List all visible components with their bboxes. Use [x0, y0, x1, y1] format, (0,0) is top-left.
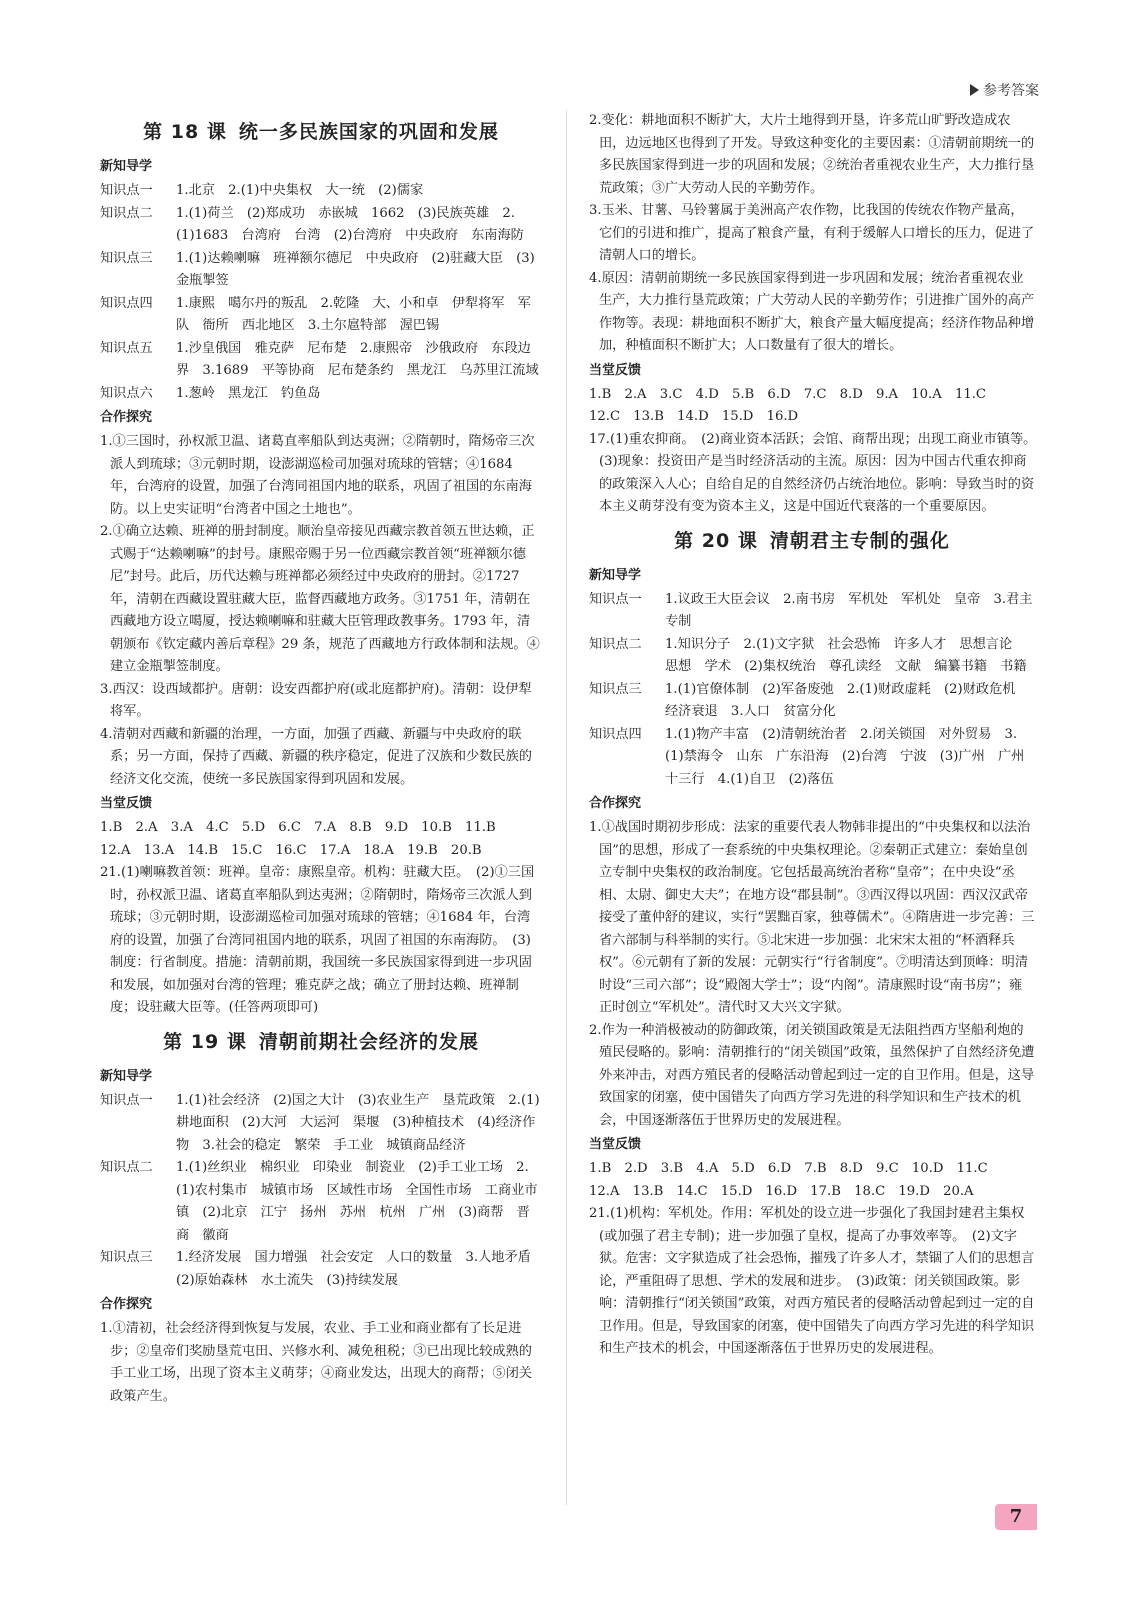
answer-paragraph: 17.(1)重农抑商。 (2)商业资本活跃；会馆、商帮出现；出现工商业市镇等。 (3)现象：投资田产是当时经济活动的主流。原因：因为中国古代重农抑商的政策深入人心；自给自足的自然经济仍占统治地位。影响：导致当时的资本主义萌芽没有变为资本主义，这是中国近代衰落的一个重要原因。	[589, 431, 1043, 514]
knowledge-point: 知识点二 1.(1)丝织业 棉织业 印染业 制瓷业 (2)手工业工场 2.(1)农村集市 城镇市场 区域性市场 全国性市场 工商业市镇 (2)北京 江宁 扬州 苏州 杭州 广州 (3)商帮 晋商 徽商	[100, 1160, 538, 1243]
lesson-19-title: 第 19 课 清朝前期社会经济的发展	[163, 1030, 479, 1053]
section-heading: 合作探究	[100, 410, 153, 425]
section-heading: 合作探究	[100, 1297, 153, 1312]
answer-line: 1.B 2.A 3.A 4.C 5.D 6.C 7.A 8.B 9.D 10.B 11.B	[100, 820, 496, 835]
section-heading: 当堂反馈	[100, 796, 153, 811]
answer-paragraph: 21.(1)机构：军机处。作用：军机处的设立进一步强化了我国封建君主集权(或加强了君主专制)；进一步加强了皇权，提高了办事效率等。 (2)文字狱。危害：文字狱造成了社会恐怖，摧残了许多人才，禁锢了人们的思想言论，严重阻碍了思想、学术的发展和进步。 (3)政策：闭关锁国政策。影响：清朝推行“闭关锁国”政策，对西方殖民者的侵略活动曾起到过一定的自卫作用。但是，导致国家的闭塞，使中国错失了向西方学习先进的科学知识和生产技术的机会，中国逐渐落伍于世界历史的发展进程。	[589, 1206, 1035, 1356]
answer-paragraph: 4.清朝对西藏和新疆的治理，一方面，加强了西藏、新疆与中央政府的联系；另一方面，保持了西藏、新疆的秩序稳定，促进了汉族和少数民族的经济文化交流，使统一多民族国家得到巩固和发展。	[100, 726, 532, 787]
knowledge-point: 知识点三 1.经济发展 国力增强 社会安定 人口的数量 3.人地矛盾 (2)原始森林 水土流失 (3)持续发展	[100, 1250, 545, 1288]
knowledge-point: 知识点三 1.(1)达赖喇嘛 班禅额尔德尼 中央政府 (2)驻藏大臣 (3)金瓶掣签	[100, 250, 535, 288]
section-heading: 当堂反馈	[589, 362, 642, 378]
answer-line: 12.A 13.B 14.C 15.D 16.D 17.B 18.C 19.D 20.A	[589, 1183, 974, 1199]
lesson-20-title: 第 20 课 清朝君主专制的强化	[674, 529, 950, 552]
header-label: 参考答案	[970, 80, 1039, 100]
answer-paragraph: 2.①确立达赖、班禅的册封制度。顺治皇帝接见西藏宗教首领五世达赖，正式赐于“达赖喇嘛”的封号。康熙帝赐于另一位西藏宗教首领“班禅额尔德尼”封号。此后，历代达赖与班禅都必须经过中央政府的册封。②1727 年，清朝在西藏设置驻藏大臣，监督西藏地方政务。③1751 年，清朝在西藏地方设立噶厦，授达赖喇嘛和驻藏大臣管理政教事务。1793 年，清朝颁布《钦定藏内善后章程》29 条，规范了西藏地方行政体制和法规。④建立金瓶掣签制度。	[100, 524, 540, 674]
answer-paragraph: 3.玉米、甘薯、马铃薯属于美洲高产农作物，比我国的传统农作物产量高，它们的引进和推广，提高了粮食产量，有利于缓解人口增长的压力，促进了清朝人口的增长。	[589, 203, 1035, 263]
knowledge-point: 知识点三 1.(1)官僚体制 (2)军备废弛 2.(1)财政虚耗 (2)财政危机 经济衰退 3.人口 贫富分化	[589, 681, 1029, 719]
section-heading: 新知导学	[589, 567, 642, 583]
knowledge-point: 知识点五 1.沙皇俄国 雅克萨 尼布楚 2.康熙帝 沙俄政府 东段边界 3.1689 平等协商 尼布楚条约 黑龙江 乌苏里江流域	[100, 340, 539, 378]
answer-paragraph: 21.(1)喇嘛教首领：班禅。皇帝：康熙皇帝。机构：驻藏大臣。 (2)①三国时，孙权派卫温、诸葛直率船队到达夷洲；②隋朝时，隋炀帝三次派人到琉球；③元朝时期，设澎湖巡检司加强对琉球的管辖；④1684 年，台湾府的设置，加强了台湾同祖国内地的联系，巩固了祖国的东南海防。 (3)制度：行省制度。措施：清朝前期，我国统一多民族国家得到进一步巩固和发展，如加强对台湾的管理；雅克萨之战；确立了册封达赖、班禅制度；设驻藏大臣等。(任答两项即可)	[100, 865, 535, 1015]
page-number: 7	[995, 1504, 1037, 1530]
left-column	[100, 110, 545, 1408]
section-heading: 当堂反馈	[589, 1137, 642, 1152]
answer-paragraph: 1.①三国时，孙权派卫温、诸葛直率船队到达夷洲；②隋朝时，隋炀帝三次派人到琉球；③元朝时期，设澎湖巡检司加强对琉球的管辖；④1684 年，台湾府的设置，加强了台湾同祖国内地的联系，巩固了祖国的东南海防。以上史实证明“台湾者中国之土地也”。	[100, 434, 535, 517]
answer-paragraph: 1.①清初，社会经济得到恢复与发展，农业、手工业和商业都有了长足进步；②皇帝们奖励垦荒屯田、兴修水利、减免租税；③已出现比较成熟的手工业工场，出现了资本主义萌芽；④商业发达，出现大的商帮；⑤闭关政策产生。	[100, 1321, 532, 1404]
section-heading: 合作探究	[589, 796, 642, 811]
knowledge-point: 知识点一 1.北京 2.(1)中央集权 大一统 (2)儒家	[100, 183, 424, 198]
answer-paragraph: 4.原因：清朝前期统一多民族国家得到进一步巩固和发展；统治者重视农业生产，大力推行垦荒政策；广大劳动人民的辛勤劳作；引进推广国外的高产作物等。表现：耕地面积不断扩大，粮食产量大幅度提高；经济作物品种增加，种植面积不断扩大；人口数量有了很大的增长。	[589, 270, 1035, 353]
knowledge-point: 知识点二 1.(1)荷兰 (2)郑成功 赤嵌城 1662 (3)民族英雄 2.(1)1683 台湾府 台湾 (2)台湾府 中央政府 东南海防	[100, 205, 524, 243]
knowledge-point: 知识点一 1.议政王大臣会议 2.南书房 军机处 军机处 皇帝 3.君主专制	[589, 591, 1033, 629]
column-divider	[566, 110, 567, 1505]
knowledge-point: 知识点一 1.(1)社会经济 (2)国之大计 (3)农业生产 垦荒政策 2.(1)耕地面积 (2)大河 大运河 渠堰 (3)种植技术 (4)经济作物 3.社会的稳定 繁荣 手工业 城镇商品经济	[100, 1092, 540, 1153]
knowledge-point: 知识点四 1.(1)物产丰富 (2)清朝统治者 2.闭关锁国 对外贸易 3.(1)禁海令 山东 广东沿海 (2)台湾 宁波 (3)广州 广州十三行 4.(1)自卫 (2)落伍	[589, 726, 1025, 787]
section-heading: 新知导学	[100, 159, 153, 174]
answer-line: 12.C 13.B 14.D 15.D 16.D	[589, 409, 799, 424]
section-heading: 新知导学	[100, 1068, 153, 1084]
triangle-icon	[970, 84, 979, 96]
answer-line: 12.A 13.A 14.B 15.C 16.C 17.A 18.A 19.B 20.B	[100, 842, 482, 858]
lesson-18-title: 第 18 课 统一多民族国家的巩固和发展	[143, 121, 499, 143]
answer-line: 1.B 2.D 3.B 4.A 5.D 6.D 7.B 8.D 9.C 10.D 11.C	[589, 1161, 988, 1176]
answer-paragraph: 1.①战国时期初步形成：法家的重要代表人物韩非提出的“中央集权和以法治国”的思想，形成了一套系统的中央集权理论。②秦朝正式建立：秦始皇创立专制中央集权的政治制度。它包括最高统治者称“皇帝”；在中央设“丞相、太尉、御史大夫”；在地方设“郡县制”。③西汉得以巩固：西汉汉武帝接受了董仲舒的建议，实行“罢黜百家，独尊儒术”。④隋唐进一步完善：三省六部制与科举制的实行。⑤北宋进一步加强：北宋宋太祖的“杯酒释兵权”。⑥元朝有了新的发展：元朝实行“行省制度”。⑦明清达到顶峰：明清时设“三司六部”；设“殿阁大学士”；设“内阁”。清康熙时设“南书房”；雍正时创立“军机处”。清代时又大兴文字狱。	[589, 820, 1035, 1015]
answer-paragraph: 2.作为一种消极被动的防御政策，闭关锁国政策是无法阻挡西方坚船利炮的殖民侵略的。影响：清朝推行的“闭关锁国”政策，虽然保护了自然经济免遭外来冲击，对西方殖民者的侵略活动曾起到过一定的自卫作用。但是，这导致国家的闭塞，使中国错失了向西方学习先进的科学知识和生产技术的机会，中国逐渐落伍于世界历史的发展进程。	[589, 1022, 1035, 1128]
knowledge-point: 知识点四 1.康熙 噶尔丹的叛乱 2.乾隆 大、小和卓 伊犁将军 军队 衙所 西北地区 3.土尔扈特部 渥巴锡	[100, 295, 531, 333]
answer-paragraph: 2.变化：耕地面积不断扩大，大片土地得到开垦，许多荒山旷野改造成农田，边远地区也得到了开发。导致这种变化的主要因素：①清朝前期统一的多民族国家得到进一步的巩固和发展；②统治者重视农业生产，大力推行垦荒政策；③广大劳动人民的辛勤劳作。	[589, 113, 1035, 196]
answer-paragraph: 3.西汉：设西域都护。唐朝：设安西都护府(或北庭都护府)。清朝：设伊犁将军。	[100, 681, 532, 719]
answer-line: 1.B 2.A 3.C 4.D 5.B 6.D 7.C 8.D 9.A 10.A 11.C	[589, 386, 987, 402]
right-column	[589, 110, 1043, 1361]
knowledge-point: 知识点六 1.葱岭 黑龙江 钓鱼岛	[100, 385, 321, 401]
knowledge-point: 知识点二 1.知识分子 2.(1)文字狱 社会恐怖 许多人才 思想言论 思想 学术 (2)集权统治 尊孔读经 文献 编纂书籍 书籍	[589, 636, 1027, 674]
